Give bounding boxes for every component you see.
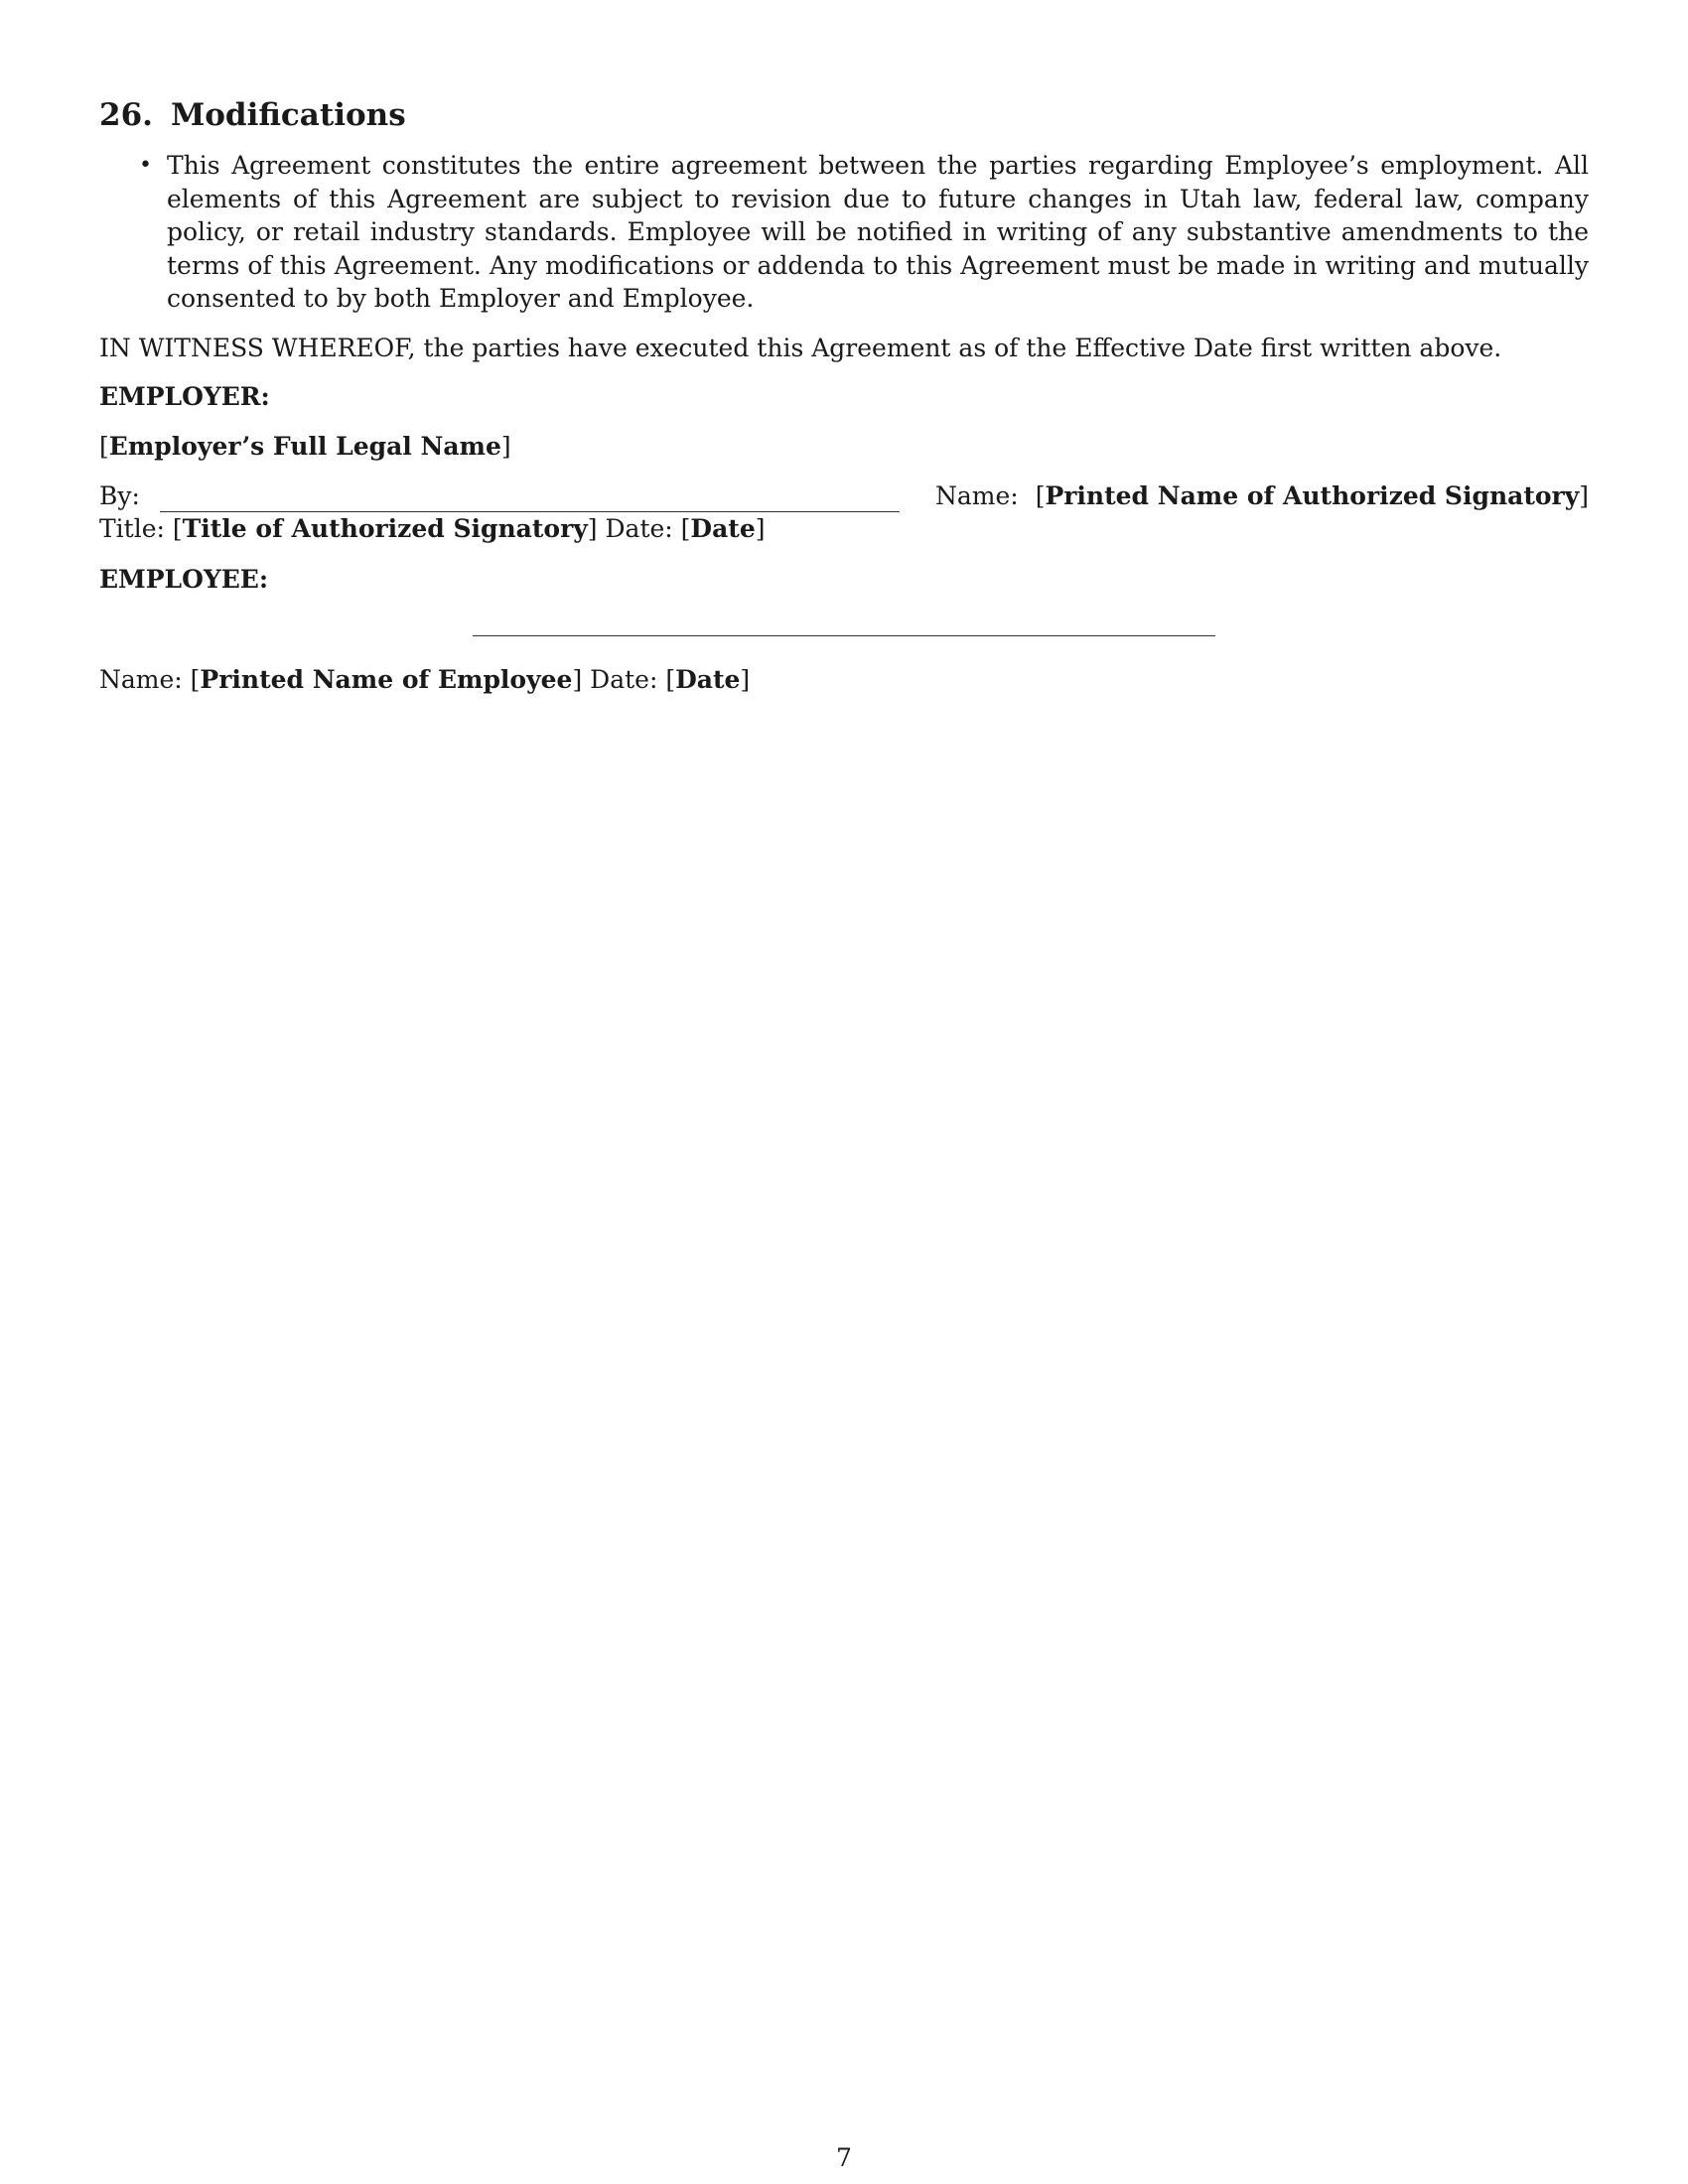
page-number: 7 [836, 2143, 852, 2172]
employee-date-label: Date: [590, 665, 658, 694]
section-number: 26. [99, 97, 153, 133]
section-heading [99, 95, 406, 135]
employer-legal-name-placeholder: Employer’s Full Legal Name [108, 432, 501, 461]
signatory-title-placeholder: Title of Authorized Signatory [182, 514, 588, 543]
section-title: Modifications [170, 97, 406, 133]
list-item-text: This Agreement constitutes the entire agreement between the parties regarding Employee’s employment. All elements of this Agreement are subject to revision due to future changes in Utah law, federal law, company policy, or retail industry standards. Employee will be notified in writing of any substantive amendments to the terms of this Agreement. Any modifications or addenda to this Agreement must be made in writing and mutually consented to by both Employer and Employee. [167, 151, 1589, 314]
signatory-title-label: Title: [99, 514, 165, 543]
by-label: By: [99, 481, 140, 510]
employee-name-label: Name: [99, 665, 183, 694]
employer-date-placeholder: Date [690, 514, 756, 543]
employee-name-line: Name: [Printed Name of Employee] Date: [Date] [99, 665, 751, 694]
witness-clause: IN WITNESS WHEREOF, the parties have executed this Agreement as of the Effective Date first written above. [99, 334, 1502, 362]
employer-label: EMPLOYER: [99, 382, 270, 411]
signatory-name: Name: [Printed Name of Authorized Signatory] [935, 481, 1589, 510]
employer-date-label: Date: [605, 514, 673, 543]
employee-signature-rule [473, 635, 1215, 636]
document-page [99, 0, 1589, 2184]
signatory-name-placeholder: Printed Name of Authorized Signatory [1045, 481, 1580, 510]
employer-legal-name: [Employer’s Full Legal Name] [99, 432, 511, 461]
employer-signature-rule [160, 487, 900, 512]
employer-signature-line [99, 479, 1589, 512]
list-item [139, 149, 1589, 316]
modifications-list [139, 149, 1589, 316]
bullet-icon: • [139, 153, 152, 178]
signatory-title-line: Title: [Title of Authorized Signatory] Date: [Date] [99, 514, 766, 543]
employee-date-placeholder: Date [675, 665, 741, 694]
employee-label: EMPLOYEE: [99, 565, 269, 594]
employee-name-placeholder: Printed Name of Employee [200, 665, 573, 694]
signatory-name-label: Name: [935, 481, 1019, 510]
